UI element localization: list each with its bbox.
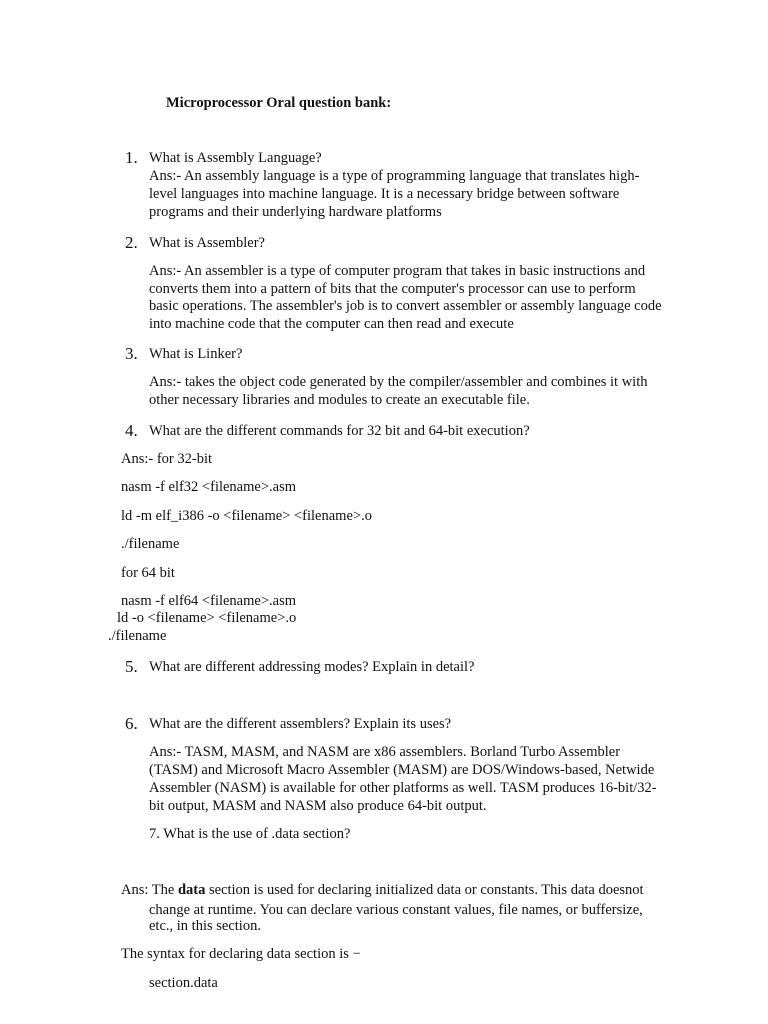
- question-text: What are the different assemblers? Explain its uses?: [149, 716, 452, 732]
- question-text: What is Linker?: [149, 346, 243, 362]
- answer-line: other necessary libraries and modules to create an executable file.: [149, 392, 530, 408]
- command-line: nasm -f elf32 <filename>.asm: [121, 479, 296, 495]
- answer-line: Assembler (NASM) is available for other platforms as well. TASM produces 16-bit/32-: [149, 780, 657, 796]
- answer-line: Ans:- An assembly language is a type of programming language that translates high-: [149, 168, 640, 184]
- question-text: What is Assembler?: [149, 235, 265, 251]
- syntax-code: section.data: [149, 975, 218, 991]
- answer-prefix: Ans: The: [121, 882, 178, 898]
- command-line: ld -o <filename> <filename>.o: [117, 610, 297, 626]
- command-line: nasm -f elf64 <filename>.asm: [121, 593, 296, 609]
- command-line: ld -m elf_i386 -o <filename> <filename>.o: [121, 508, 372, 524]
- question-number: 4.: [125, 421, 138, 440]
- command-line: ./filename: [108, 628, 167, 644]
- answer-line: level languages into machine language. It is a necessary bridge between software: [149, 186, 620, 202]
- page-title: Microprocessor Oral question bank:: [166, 95, 392, 111]
- answer-line: programs and their underlying hardware platforms: [149, 204, 442, 220]
- answer-line: Ans:- An assembler is a type of computer program that takes in basic instructions and: [149, 263, 646, 279]
- answer-line: change at runtime. You can declare various constant values, file names, or buffersize,: [149, 902, 643, 918]
- answer-line: bit output, MASM and NASM also produce 64-bit output.: [149, 798, 487, 814]
- answer-line: etc., in this section.: [149, 918, 261, 934]
- answer-line: into machine code that the computer can then read and execute: [149, 316, 514, 332]
- section-label: for 64 bit: [121, 565, 175, 581]
- answer-line: basic operations. The assembler's job is to convert assembler or assembly language code: [149, 298, 662, 314]
- question-number: 5.: [125, 657, 138, 676]
- answer-bold-term: data: [177, 882, 206, 898]
- answer-line: converts them into a pattern of bits that the computer's processor can use to perform: [149, 281, 636, 297]
- question-number: 2.: [125, 233, 138, 252]
- answer-line: Ans:- takes the object code generated by the compiler/assembler and combines it with: [149, 374, 648, 390]
- answer-label: Ans:- for 32-bit: [121, 451, 213, 467]
- answer-line: Ans:- TASM, MASM, and NASM are x86 assemblers. Borland Turbo Assembler: [149, 744, 621, 760]
- syntax-label: The syntax for declaring data section is −: [121, 946, 361, 962]
- command-line: ./filename: [121, 536, 180, 552]
- answer-line: (TASM) and Microsoft Macro Assembler (MASM) are DOS/Windows-based, Netwide: [149, 762, 655, 778]
- question-number: 1.: [125, 148, 138, 167]
- question-text: 7. What is the use of .data section?: [149, 826, 351, 842]
- question-text: What are different addressing modes? Explain in detail?: [149, 659, 475, 675]
- question-text: What are the different commands for 32 bit and 64-bit execution?: [149, 423, 530, 439]
- question-number: 3.: [125, 344, 138, 363]
- answer-rest: section is used for declaring initialized data or constants. This data doesnot: [205, 882, 644, 898]
- question-text: What is Assembly Language?: [149, 150, 322, 166]
- answer-line: [121, 882, 644, 899]
- question-number: 6.: [125, 714, 138, 733]
